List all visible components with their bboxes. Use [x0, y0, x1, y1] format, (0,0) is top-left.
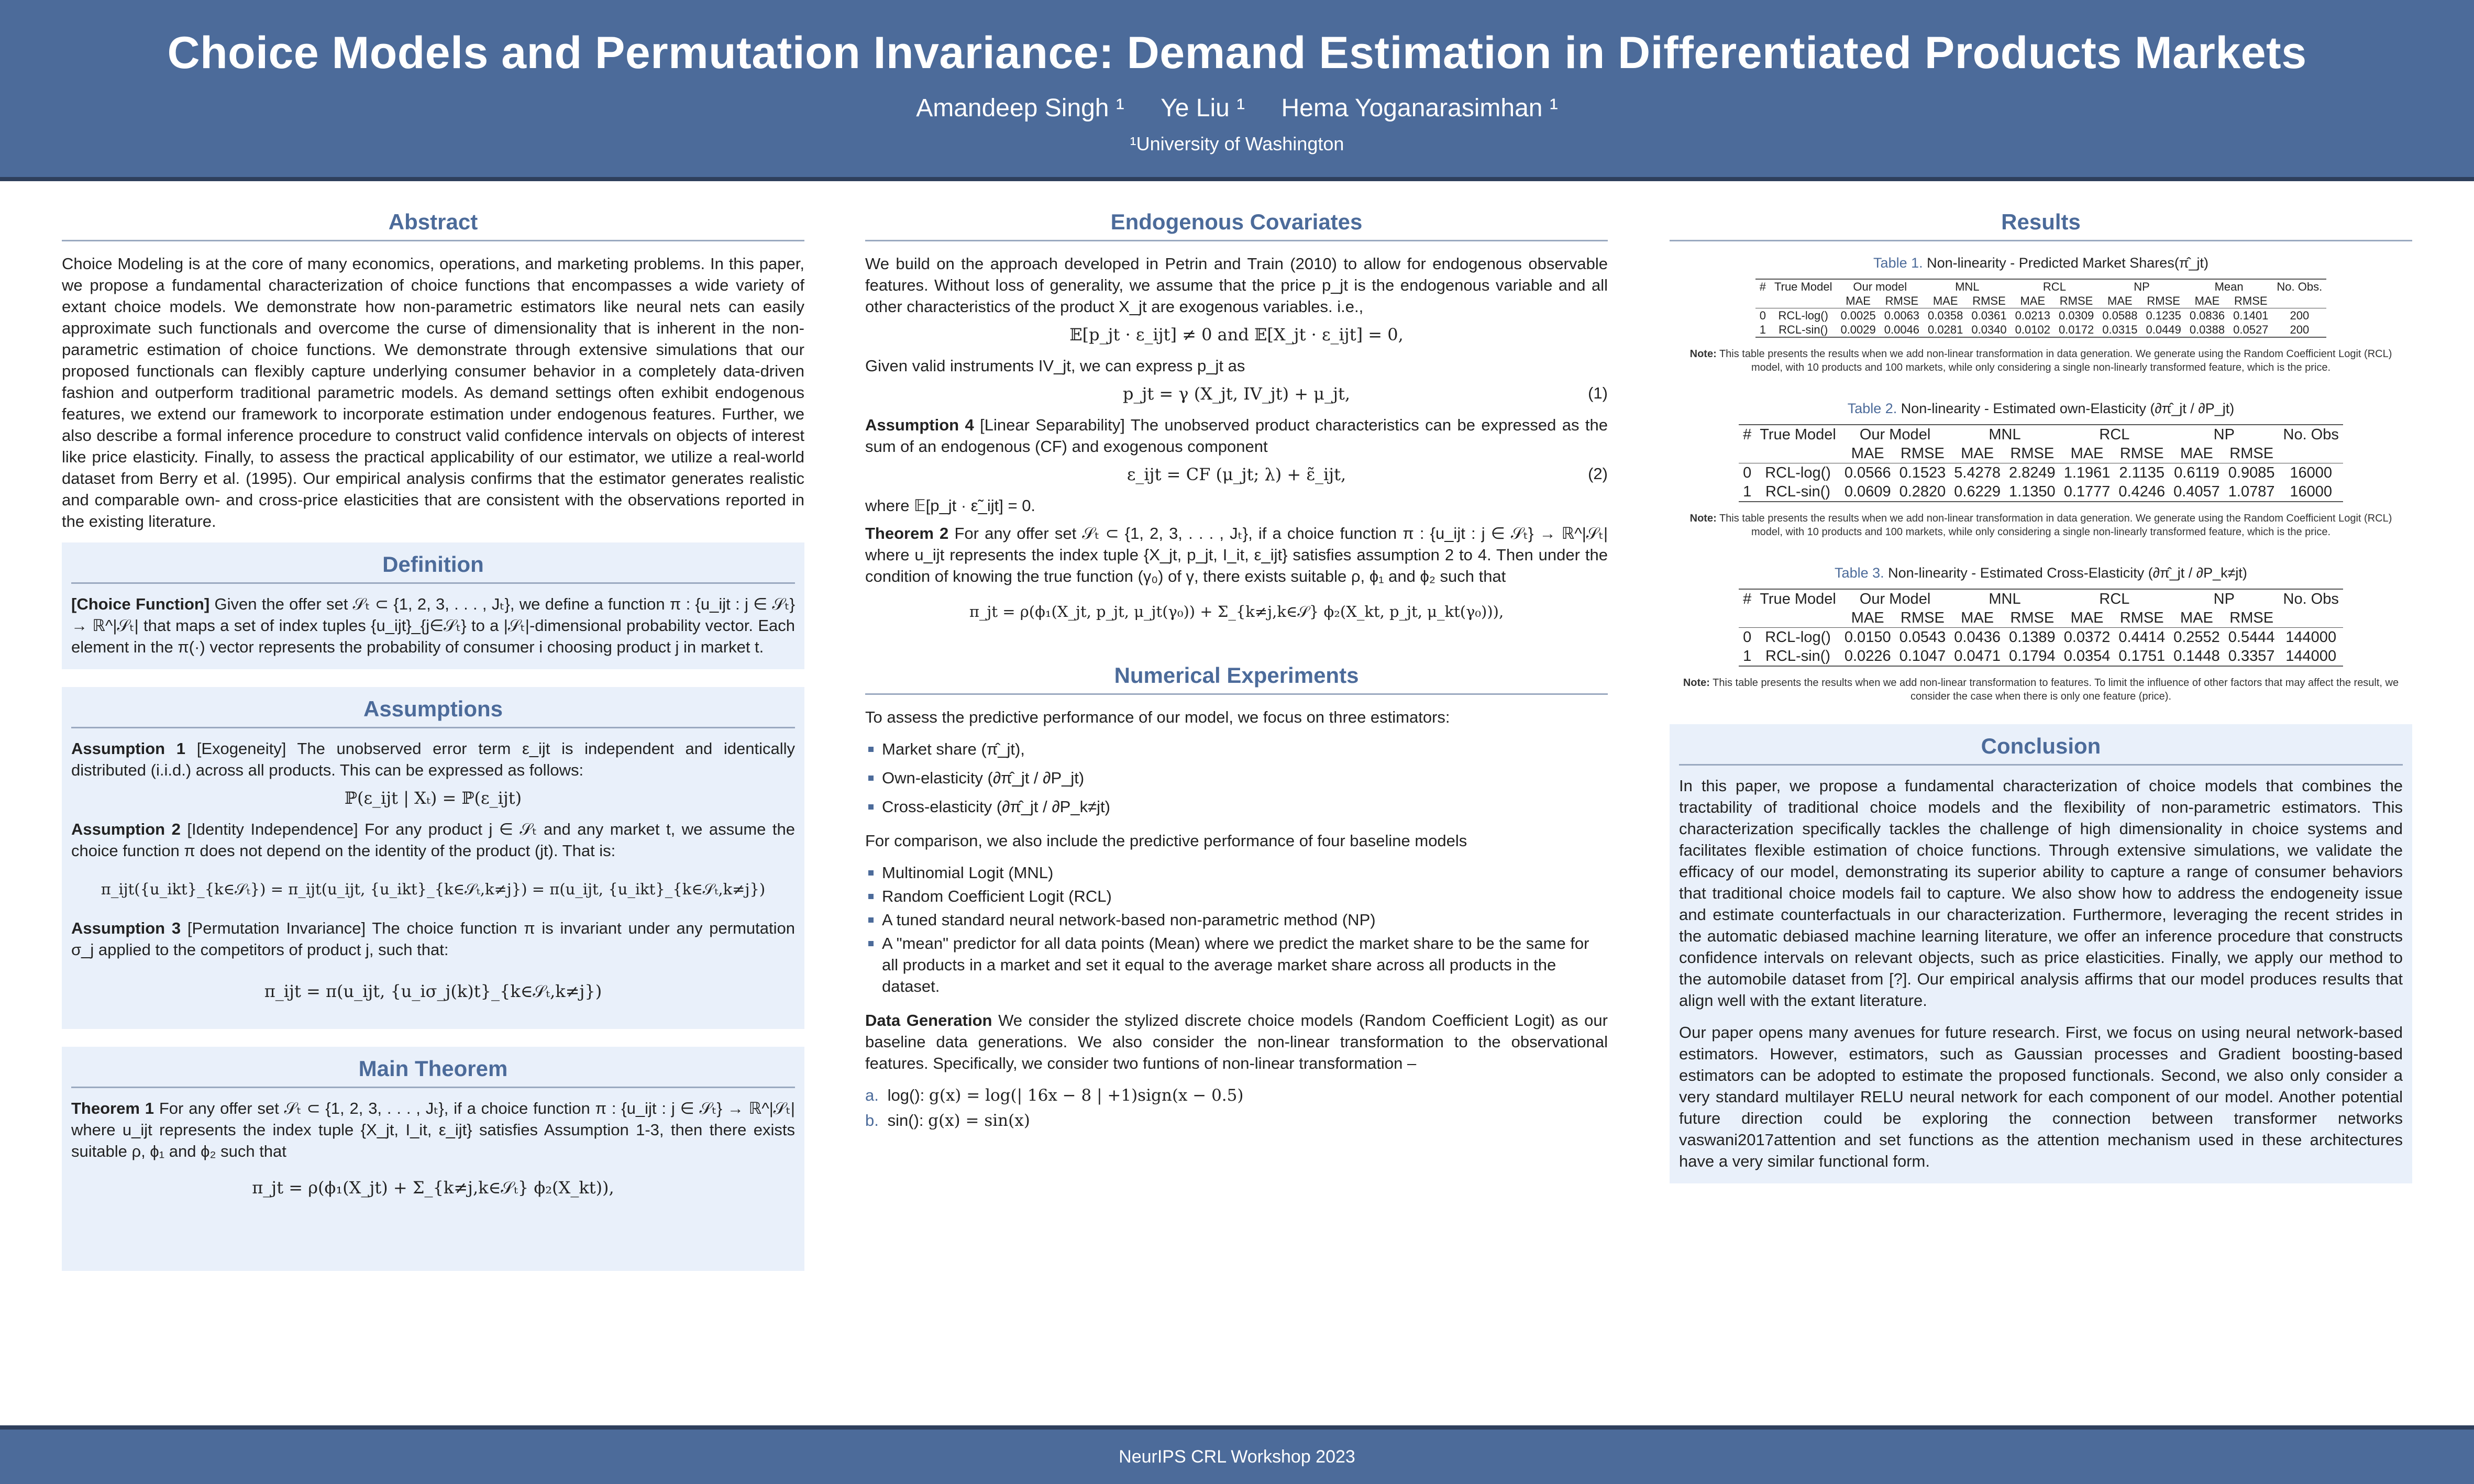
table-cell: 0.0172: [2055, 323, 2098, 337]
theorem-1-formula: π_jt = ρ(ϕ₁(X_jt) + Σ_{k≠j,k∈𝒮ₜ} ϕ₂(X_kt)),: [252, 1178, 614, 1198]
table-header-cell: MAE: [2169, 444, 2224, 463]
table-cell: 16000: [2279, 482, 2343, 502]
theorem-2-text: For any offer set 𝒮ₜ ⊂ {1, 2, 3, . . . , Jₜ}, if a choice function π : {u_ijt : j ∈ 𝒮ₜ} → ℝ^|𝒮ₜ| where u_ijt represents the index tuple {X_jt, p_jt, I_it, ε_ijt} satisfies assumption 2 to 4. Then under the condition of knowing the true function (γ₀) of γ, there exists suitable ρ, ϕ₁ and ϕ₂ such that: [865, 524, 1608, 585]
table-cell: 0.1389: [2008, 629, 2056, 646]
note-label: Note:: [1689, 348, 1717, 360]
table-cell: 1.0787: [2224, 482, 2279, 502]
table-header-cell: RMSE: [2114, 608, 2169, 628]
table-cell: 0.0527: [2229, 323, 2272, 337]
table-cell: 0.0566: [1844, 464, 1891, 481]
assumption-4-text: [Linear Separability] The unobserved product characteristics can be expressed as the sum of an endogenous (CF) and exogenous component: [865, 416, 1608, 456]
list-item: Own-elasticity (∂π̂_jt / ∂P_jt): [865, 767, 1608, 789]
poster-footer: NeurIPS CRL Workshop 2023: [0, 1430, 2474, 1484]
theorem-2: [865, 523, 1608, 587]
table-row: [1739, 628, 2343, 647]
list-item: A "mean" predictor for all data points (Mean) where we predict the market share to be the same for all products in a market and set it equal to the average market share across all products in the dataset.: [865, 933, 1608, 997]
assumption-3: [71, 917, 795, 960]
table-cell: 0.1523: [1899, 464, 1946, 481]
table-cell: 1: [1739, 482, 1755, 502]
data-generation: [865, 1010, 1608, 1074]
instruments-text: Given valid instruments IV_jt, we can express p_jt as: [865, 357, 1245, 375]
table-header-cell: RMSE: [1880, 294, 1924, 308]
assumption-2: [71, 818, 795, 861]
table-header-cell: Mean: [2185, 279, 2273, 294]
table-header-cell: NP: [2098, 279, 2185, 294]
table-cell: 1: [1739, 647, 1755, 666]
table-cell: 0.0046: [1880, 323, 1924, 337]
poster-header: [0, 0, 2474, 177]
table-header-cell: RMSE: [2142, 294, 2185, 308]
table-cell: 0.0449: [2142, 323, 2185, 337]
table-row: [1755, 308, 2326, 323]
table-header-cell: MAE: [2169, 608, 2224, 628]
table-header-cell: MAE: [1840, 608, 1895, 628]
list-item: Random Coefficient Logit (RCL): [865, 885, 1608, 907]
transform-formula: g(x) = log(| 16x − 8 | +1)sign(x − 0.5): [929, 1086, 1244, 1105]
list-item: Market share (π̂_jt),: [865, 738, 1608, 760]
table-header-cell: MAE: [2011, 294, 2055, 308]
theorem-1-label: Theorem 1: [71, 1099, 154, 1117]
list-item: [865, 1110, 1608, 1132]
table-cell: 0.0436: [1954, 629, 2001, 646]
table-header-cell: MAE: [2060, 444, 2115, 463]
table-subheader-row: [1739, 608, 2343, 628]
conclusion-heading: Conclusion: [1679, 734, 2403, 766]
table-cell: 200: [2290, 309, 2310, 322]
transform-list: [865, 1084, 1608, 1132]
table-header-cell: Our model: [1836, 279, 1924, 294]
header-divider: [0, 177, 2474, 181]
table-2: [1739, 424, 2343, 502]
definition-label: [Choice Function]: [71, 595, 210, 613]
table-header-cell: True Model: [1755, 425, 1840, 444]
table-header-cell: RMSE: [2229, 294, 2272, 308]
assumption-2-text: [Identity Independence] For any product j ∈ 𝒮ₜ and any market t, we assume the choice function π does not depend on the identity of the product (jt). That is:: [71, 820, 795, 860]
table-header-cell: No. Obs: [2279, 589, 2343, 608]
assumption-2-label: Assumption 2: [71, 820, 181, 838]
assumption-4: [865, 414, 1608, 457]
table-header-cell: RMSE: [2114, 444, 2169, 463]
table-cell: 0.0281: [1924, 323, 1967, 337]
note-label: Note:: [1689, 513, 1717, 524]
table-row: [1755, 323, 2326, 337]
table-header-cell: True Model: [1770, 279, 1836, 294]
table-cell: 0.0836: [2189, 309, 2225, 322]
author-name: Hema Yoganarasimhan ¹: [1281, 94, 1558, 122]
main-theorem-box: [62, 1047, 804, 1271]
table-header-cell: RMSE: [1895, 444, 1950, 463]
table-cell: 0.4414: [2118, 629, 2166, 646]
table-header-cell: Our Model: [1840, 589, 1950, 608]
table-cell: 0: [1759, 309, 1766, 322]
table-header-cell: MAE: [2185, 294, 2229, 308]
table-header-cell: RMSE: [2055, 294, 2098, 308]
table-header-row: [1739, 425, 2343, 444]
table-subheader-row: [1739, 444, 2343, 463]
note-text: This table presents the results when we add non-linear transformation in data generation. We generate using the Random Coefficient Logit (RCL) model, with 10 products and 100 markets, while only considering a single non-linearly transformed feature, which is the price.: [1719, 513, 2392, 538]
table-header-cell: MAE: [1950, 608, 2005, 628]
table-header-cell: MAE: [1950, 444, 2005, 463]
main-theorem-heading: Main Theorem: [71, 1056, 795, 1088]
table-2-note: [1675, 512, 2407, 539]
table-cell: 0.0309: [2058, 309, 2094, 322]
equation-2: [865, 464, 1608, 484]
table-cell: 1: [1755, 323, 1770, 337]
assumptions-box: [62, 687, 804, 1029]
table-cell: 0: [1743, 464, 1752, 481]
list-item: Cross-elasticity (∂π̂_jt / ∂P_k≠jt): [865, 796, 1608, 817]
assumption-4-label: Assumption 4: [865, 416, 974, 434]
table-header-cell: RMSE: [2005, 608, 2060, 628]
equation-1-formula: p_jt = γ (X_jt, IV_jt) + μ_jt,: [1122, 384, 1351, 404]
table-cell: 0.0226: [1840, 647, 1895, 666]
table-2-label: Table 2.: [1847, 401, 1897, 416]
table-3-title: Non-linearity - Estimated Cross-Elasticity (∂π̂_jt / ∂P_k≠jt): [1888, 565, 2247, 581]
table-2-title: Non-linearity - Estimated own-Elasticity (∂π̂_jt / ∂P_jt): [1901, 401, 2235, 416]
table-header-row: [1739, 589, 2343, 608]
table-cell: 0.0471: [1950, 647, 2005, 666]
table-cell: 0.4246: [2114, 482, 2169, 502]
table-header-cell: NP: [2169, 425, 2279, 444]
table-cell: 0.0315: [2098, 323, 2141, 337]
table-cell: 0.0372: [2063, 629, 2111, 646]
affiliation: ¹University of Washington: [1130, 133, 1344, 154]
table-header-cell: RCL: [2060, 425, 2169, 444]
definition-heading: Definition: [71, 552, 795, 584]
table-header-cell: RMSE: [2224, 608, 2279, 628]
table-header-cell: MAE: [1836, 294, 1880, 308]
table-cell: 0.1777: [2060, 482, 2115, 502]
table-3-label: Table 3.: [1835, 565, 1884, 581]
table-cell: 0.1235: [2146, 309, 2181, 322]
table-cell: 0.4057: [2169, 482, 2224, 502]
left-column: [62, 209, 804, 1271]
table-subheader-row: [1755, 294, 2326, 308]
table-cell: 1.1961: [2063, 464, 2111, 481]
table-cell: 0.0102: [2011, 323, 2055, 337]
table-cell: 0.1047: [1895, 647, 1950, 666]
theorem-2-formula: π_jt = ρ(ϕ₁(X_jt, p_jt, μ_jt(γ₀)) + Σ_{k≠j,k∈𝒮} ϕ₂(X_kt, p_jt, μ_kt(γ₀))),: [969, 603, 1504, 621]
table-cell: 0.0340: [1967, 323, 2011, 337]
table-cell: 0.0029: [1836, 323, 1880, 337]
table-header-cell: RMSE: [1967, 294, 2011, 308]
author-name: Ye Liu ¹: [1161, 94, 1245, 122]
table-header-cell: MAE: [2098, 294, 2141, 308]
table-cell: 0.1794: [2005, 647, 2060, 666]
assumption-3-formula: π_ijt = π(u_ijt, {u_iσ_j(k)t}_{k∈𝒮ₜ,k≠j}): [264, 981, 602, 1001]
table-header-cell: #: [1739, 589, 1755, 608]
table-cell: 0.0213: [2015, 309, 2050, 322]
table-cell: 2.8249: [2008, 464, 2056, 481]
numerical-intro: To assess the predictive performance of our model, we focus on three estimators:: [865, 708, 1450, 726]
assumption-2-formula: π_ijt({u_ikt}_{k∈𝒮ₜ}) = π_ijt(u_ijt, {u_ikt}_{k∈𝒮ₜ,k≠j}) = π(u_ijt, {u_ikt}_{k∈𝒮ₜ,k≠j}): [101, 880, 766, 898]
table-3-caption: [1670, 565, 2412, 581]
conclusion-paragraph-1: In this paper, we propose a fundamental characterization of choice models that combines the tractability of traditional choice models and the flexibility of non-parametric estimators. This characterization specifically tackles the challenge of high dimensionality in choice systems and facilitates flexible estimation of choice functions. Through extensive simulations, we validate the efficacy of our model, demonstrating its superior ability to capture a range of consumer behaviors that traditional choice models fail to capture. We also show how to address the endogeneity issue and estimate counterfactuals in our characterization. Furthermore, leveraging the recent strides in the automatic debiased machine learning literature, we offer an inference procedure that constructs confidence intervals on relevant objects, such as price elasticities. Finally, we apply our method to the automobile dataset from [?]. Our empirical analysis affirms that our model produces results that align well with the extant literature.: [1679, 777, 2403, 1010]
table-cell: 0.0543: [1899, 629, 1946, 646]
table-cell: 0.0150: [1844, 629, 1891, 646]
table-cell: RCL-log(): [1778, 309, 1828, 322]
table-header-cell: No. Obs: [2279, 425, 2343, 444]
table-1-note: [1675, 347, 2407, 374]
table-cell: 0.0388: [2185, 323, 2229, 337]
table-cell: 0.2552: [2173, 629, 2220, 646]
table-cell: 144000: [2279, 647, 2343, 666]
numerical-heading: Numerical Experiments: [865, 663, 1608, 695]
table-cell: 2.1135: [2119, 464, 2165, 481]
table-header-cell: RMSE: [2005, 444, 2060, 463]
table-header-cell: RMSE: [2224, 444, 2279, 463]
table-cell: 16000: [2290, 464, 2333, 481]
table-cell: 144000: [2285, 629, 2337, 646]
list-marker: a.: [865, 1086, 879, 1104]
table-header-cell: Our Model: [1840, 425, 1950, 444]
table-header-cell: NP: [2169, 589, 2279, 608]
transform-name: log():: [887, 1086, 925, 1104]
table-cell: 0.3357: [2224, 647, 2279, 666]
author-name: Amandeep Singh ¹: [916, 94, 1124, 122]
table-cell: RCL-sin(): [1755, 482, 1840, 502]
conclusion-paragraph-2: Our paper opens many avenues for future research. First, we focus on using neural network-based estimators. However, estimators, such as Gaussian processes and Gradient boosting-based estimators can be adopted to estimate the proposed functionals. Second, we also only consider a very standard multilayer RELU neural network for each component of our model. Another potential future direction could be exploring the connection between transformer networks vaswani2017attention and set functions as the attention mechanism used in these architectures have a very similar functional form.: [1679, 1023, 2403, 1170]
baseline-list: [865, 862, 1608, 997]
poster-title: Choice Models and Permutation Invariance: Demand Estimation in Differentiated Products Markets: [167, 28, 2307, 78]
list-item: [865, 1084, 1608, 1106]
table-cell: 0: [1743, 629, 1752, 646]
data-generation-label: Data Generation: [865, 1011, 992, 1029]
endogenous-heading: Endogenous Covariates: [865, 209, 1608, 241]
table-1-title: Non-linearity - Predicted Market Shares(π̂_jt): [1927, 255, 2208, 271]
table-1-caption: [1670, 255, 2412, 271]
table-2-caption: [1670, 401, 2412, 417]
baseline-intro: For comparison, we also include the predictive performance of four baseline models: [865, 832, 1467, 850]
table-header-cell: RCL: [2060, 589, 2169, 608]
table-cell: 0.1448: [2169, 647, 2224, 666]
author-list: [0, 94, 2474, 123]
footer-divider: [0, 1425, 2474, 1430]
assumption-1-text: [Exogeneity] The unobserved error term ε_ijt is independent and identically distributed (i.i.d.) across all products. This can be expressed as follows:: [71, 739, 795, 779]
table-cell: 0.6229: [1950, 482, 2005, 502]
table-header-cell: MAE: [1840, 444, 1895, 463]
right-column: [1670, 209, 2412, 1183]
table-cell: 0.5444: [2228, 629, 2275, 646]
table-cell: RCL-log(): [1765, 629, 1831, 646]
table-header-cell: RCL: [2011, 279, 2099, 294]
abstract-heading: Abstract: [62, 209, 804, 241]
table-row: [1739, 647, 2343, 666]
equation-2-formula: ε_ijt = CF (μ_jt; λ) + ε̃_ijt,: [1126, 464, 1346, 484]
list-marker: b.: [865, 1111, 879, 1129]
table-row: [1739, 463, 2343, 483]
table-cell: 0.2820: [1895, 482, 1950, 502]
assumption-1: [71, 738, 795, 781]
table-header-cell: True Model: [1755, 589, 1840, 608]
note-text: This table presents the results when we add non-linear transformation in data generation. We generate using the Random Coefficient Logit (RCL) model, with 10 products and 100 markets, while only considering a single non-linearly transformed feature, which is the price.: [1719, 348, 2392, 373]
table-3: [1739, 589, 2343, 667]
assumptions-heading: Assumptions: [71, 696, 795, 728]
theorem-2-label: Theorem 2: [865, 524, 949, 542]
table-header-cell: No. Obs.: [2272, 279, 2326, 294]
table-cell: 0.9085: [2228, 464, 2275, 481]
table-cell: 0.0354: [2060, 647, 2115, 666]
conclusion-box: [1670, 724, 2412, 1183]
endogeneity-condition: 𝔼[p_jt · ε_ijt] ≠ 0 and 𝔼[X_jt · ε_ijt] = 0,: [1069, 325, 1404, 345]
table-header-cell: MAE: [1924, 294, 1967, 308]
definition-body: Given the offer set 𝒮ₜ ⊂ {1, 2, 3, . . . , Jₜ}, we define a function π : {u_ijt : j ∈ 𝒮ₜ} → ℝ^|𝒮ₜ| that maps a set of index tuples {u_ijt}_{j∈𝒮ₜ} to a |𝒮ₜ|-dimensional probability vector. Each element in the π(·) vector represents the probability of consumer i choosing product j in market t.: [71, 595, 795, 656]
table-cell: 200: [2272, 323, 2326, 337]
abstract-text: Choice Modeling is at the core of many economics, operations, and marketing problems. In this paper, we propose a fundamental characterization of choice functions that encompasses a wide variety of extant choice models. We demonstrate how non-parametric estimators like neural nets can easily approximate such functionals and overcome the curse of dimensionality that is inherent in the non-parametric estimation of choice functions. We demonstrate through extensive simulations that our proposed functionals can flexibly capture underlying consumer behavior in a completely data-driven fashion and outperform traditional parametric models. As demand settings often exhibit endogenous features, we extend our framework to incorporate estimation under endogenous features. Further, we also describe a formal inference procedure to construct valid confidence intervals on objects of interest like price elasticity. Finally, to assess the practical applicability of our estimator, we utilize a real-world dataset from Berry et al. (1995). Our empirical analysis confirms that the estimator generates realistic and comparable own- and cross-price elasticities that are consistent with the observations reported in the existing literature.: [62, 254, 804, 530]
table-cell: 0.6119: [2174, 464, 2219, 481]
endogenous-intro: We build on the approach developed in Petrin and Train (2010) to allow for endogenous observable features. Without loss of generality, we assume that the price p_jt is the endogenous variable and all other characteristics of the product X_jt are exogenous variables. i.e.,: [865, 254, 1608, 316]
transform-formula: g(x) = sin(x): [928, 1111, 1030, 1130]
exogeneity-note: where 𝔼[p_jt · ε̃_ijt] = 0.: [865, 496, 1036, 515]
assumption-3-text: [Permutation Invariance] The choice function π is invariant under any permutation σ_j applied to the competitors of product j, such that:: [71, 919, 796, 959]
assumption-1-formula: ℙ(ε_ijt | Xₜ) = ℙ(ε_ijt): [344, 788, 522, 808]
table-header-row: [1755, 279, 2326, 294]
theorem-1: [71, 1098, 795, 1162]
table-header-cell: #: [1755, 279, 1770, 294]
table-row: [1739, 482, 2343, 502]
note-text: This table presents the results when we add non-linear transformation to features. To limit the influence of other factors that may affect the result, we consider the case when there is only one feature (price).: [1713, 677, 2399, 702]
table-cell: RCL-log(): [1765, 464, 1831, 481]
table-cell: 0.0609: [1840, 482, 1895, 502]
assumption-1-label: Assumption 1: [71, 739, 186, 758]
estimator-list: [865, 738, 1608, 817]
results-heading: Results: [1670, 209, 2412, 241]
list-item: Multinomial Logit (MNL): [865, 862, 1608, 883]
table-header-cell: MAE: [2060, 608, 2115, 628]
table-cell: 1.1350: [2005, 482, 2060, 502]
table-cell: 0.0025: [1840, 309, 1876, 322]
data-generation-text: We consider the stylized discrete choice models (Random Coefficient Logit) as our baseline data generations. We also consider the non-linear transformation to the observational features. Specifically, we consider two funtions of non-linear transformation –: [865, 1011, 1608, 1072]
table-header-cell: MNL: [1950, 425, 2059, 444]
definition-text: [71, 593, 795, 658]
table-1: [1755, 279, 2326, 338]
table-cell: 0.1751: [2114, 647, 2169, 666]
note-label: Note:: [1683, 677, 1710, 689]
middle-column: [865, 209, 1608, 1142]
transform-name: sin():: [887, 1111, 924, 1129]
table-3-note: [1675, 676, 2407, 703]
equation-2-number: (2): [1588, 464, 1608, 483]
assumption-3-label: Assumption 3: [71, 919, 181, 937]
theorem-1-text: For any offer set 𝒮ₜ ⊂ {1, 2, 3, . . . , Jₜ}, if a choice function π : {u_ijt : j ∈ 𝒮ₜ} → ℝ^|𝒮ₜ| where u_ijt represents the index tuple {X_jt, I_it, ε_ijt} satisfies Assumption 1-3, then there exists suitable ρ, ϕ₁ and ϕ₂ such that: [71, 1099, 795, 1160]
table-header-cell: MNL: [1924, 279, 2011, 294]
table-cell: 0.0358: [1928, 309, 1963, 322]
table-cell: 0.0588: [2102, 309, 2138, 322]
table-cell: 0.0361: [1971, 309, 2007, 322]
table-cell: RCL-sin(): [1755, 647, 1840, 666]
table-header-cell: MNL: [1950, 589, 2059, 608]
equation-1-number: (1): [1588, 384, 1608, 402]
table-cell: 0.0063: [1884, 309, 1920, 322]
table-cell: 0.1401: [2233, 309, 2269, 322]
table-1-label: Table 1.: [1873, 255, 1923, 271]
table-cell: 5.4278: [1954, 464, 2001, 481]
equation-1: [865, 384, 1608, 404]
list-item: A tuned standard neural network-based non-parametric method (NP): [865, 909, 1608, 931]
table-header-cell: RMSE: [1895, 608, 1950, 628]
definition-box: [62, 542, 804, 669]
table-cell: RCL-sin(): [1770, 323, 1836, 337]
table-header-cell: #: [1739, 425, 1755, 444]
